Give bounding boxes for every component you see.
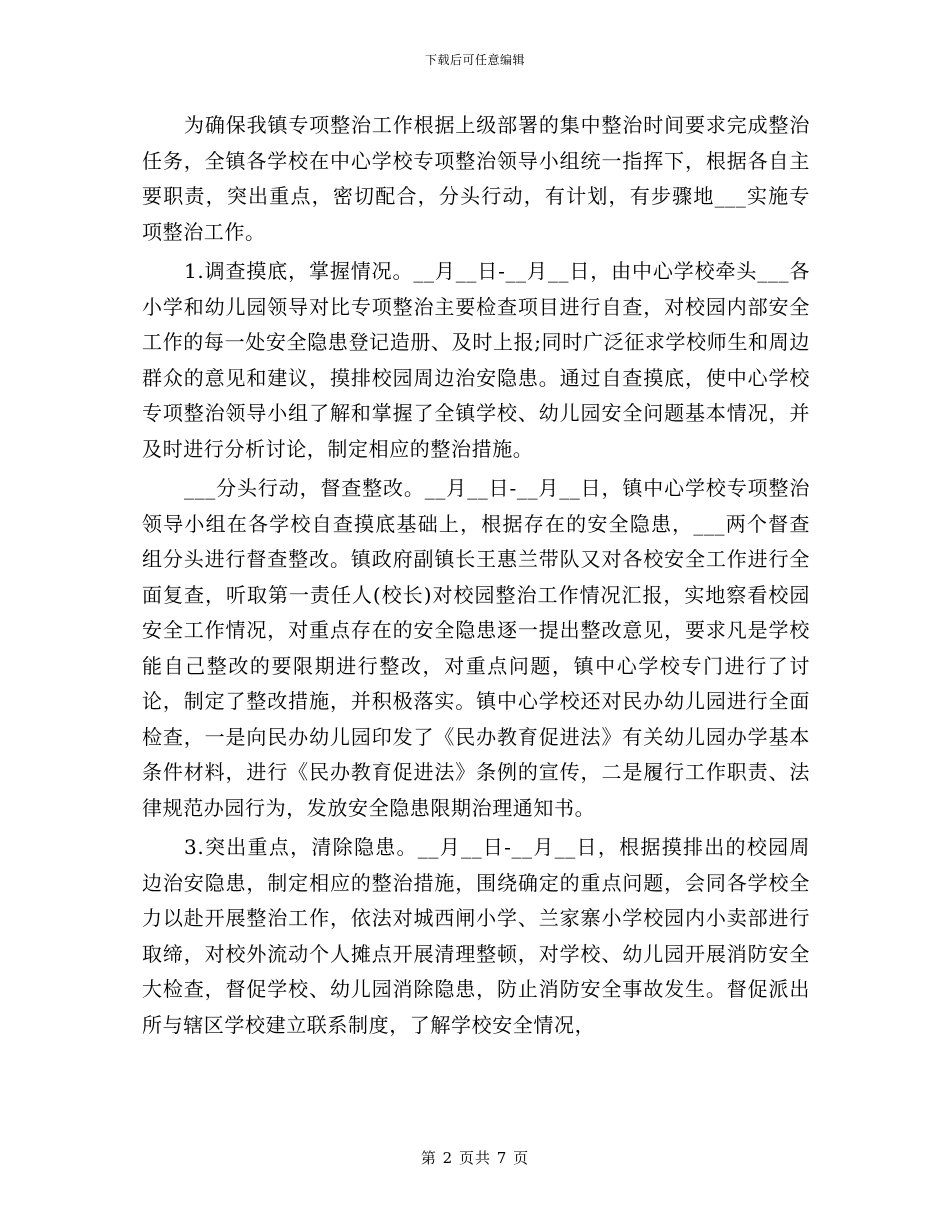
page-number: 第 2 页共 7 页 <box>420 1149 530 1167</box>
paragraph-intro: 为确保我镇专项整治工作根据上级部署的集中整治时间要求完成整治任务，全镇各学校在中心学校专项整治领导小组统一指挥下，根据各自主要职责，突出重点，密切配合，分头行动，有计划，有步骤地___实施专项整治工作。 <box>142 113 810 244</box>
paragraph-key-points: 3.突出重点，清除隐患。__月__日-__月__日，根据摸排出的校园周边治安隐患，制定相应的整治措施，围绕确定的重点问题，会同各学校全力以赴开展整治工作，依法对城西闸小学、兰家寨小学校园内小卖部进行取缔，对校外流动个人摊点开展清理整顿，对学校、幼儿园开展消防安全大检查，督促学校、幼儿园消除隐患，防止消防安全事故发生。督促派出所与辖区学校建立联系制度，了解学校安全情况， <box>142 835 810 1037</box>
paragraph-inspection: ___分头行动，督查整改。__月__日-__月__日，镇中心学校专项整治领导小组在各学校自查摸底基础上，根据存在的安全隐患，___两个督查组分头进行督查整改。镇政府副镇长王惠兰带队又对各校安全工作进行全面复查，听取第一责任人(校长)对校园整治工作情况汇报，实地察看校园安全工作情况，对重点存在的安全隐患逐一提出整改意见，要求凡是学校能自己整改的要限期进行整改，对重点问题，镇中心学校专门进行了讨论，制定了整改措施，并积极落实。镇中心学校还对民办幼儿园进行全面检查，一是向民办幼儿园印发了《民办教育促进法》有关幼儿园办学基本条件材料，进行《民办教育促进法》条例的宣传，二是履行工作职责、法律规范办园行为，发放安全隐患限期治理通知书。 <box>142 476 810 820</box>
page-header: 下载后可任意编辑 <box>424 53 525 67</box>
paragraph-survey: 1.调查摸底，掌握情况。__月__日-__月__日，由中心学校牵头___各小学和幼儿园领导对比专项整治主要检查项目进行自查，对校园内部安全工作的每一处安全隐患登记造册、及时上报;同时广泛征求学校师生和周边群众的意见和建议，摸排校园周边治安隐患。通过自查摸底，使中心学校专项整治领导小组了解和掌握了全镇学校、幼儿园安全问题基本情况，并及时进行分析讨论，制定相应的整治措施。 <box>142 259 810 461</box>
document-body <box>142 108 810 1047</box>
